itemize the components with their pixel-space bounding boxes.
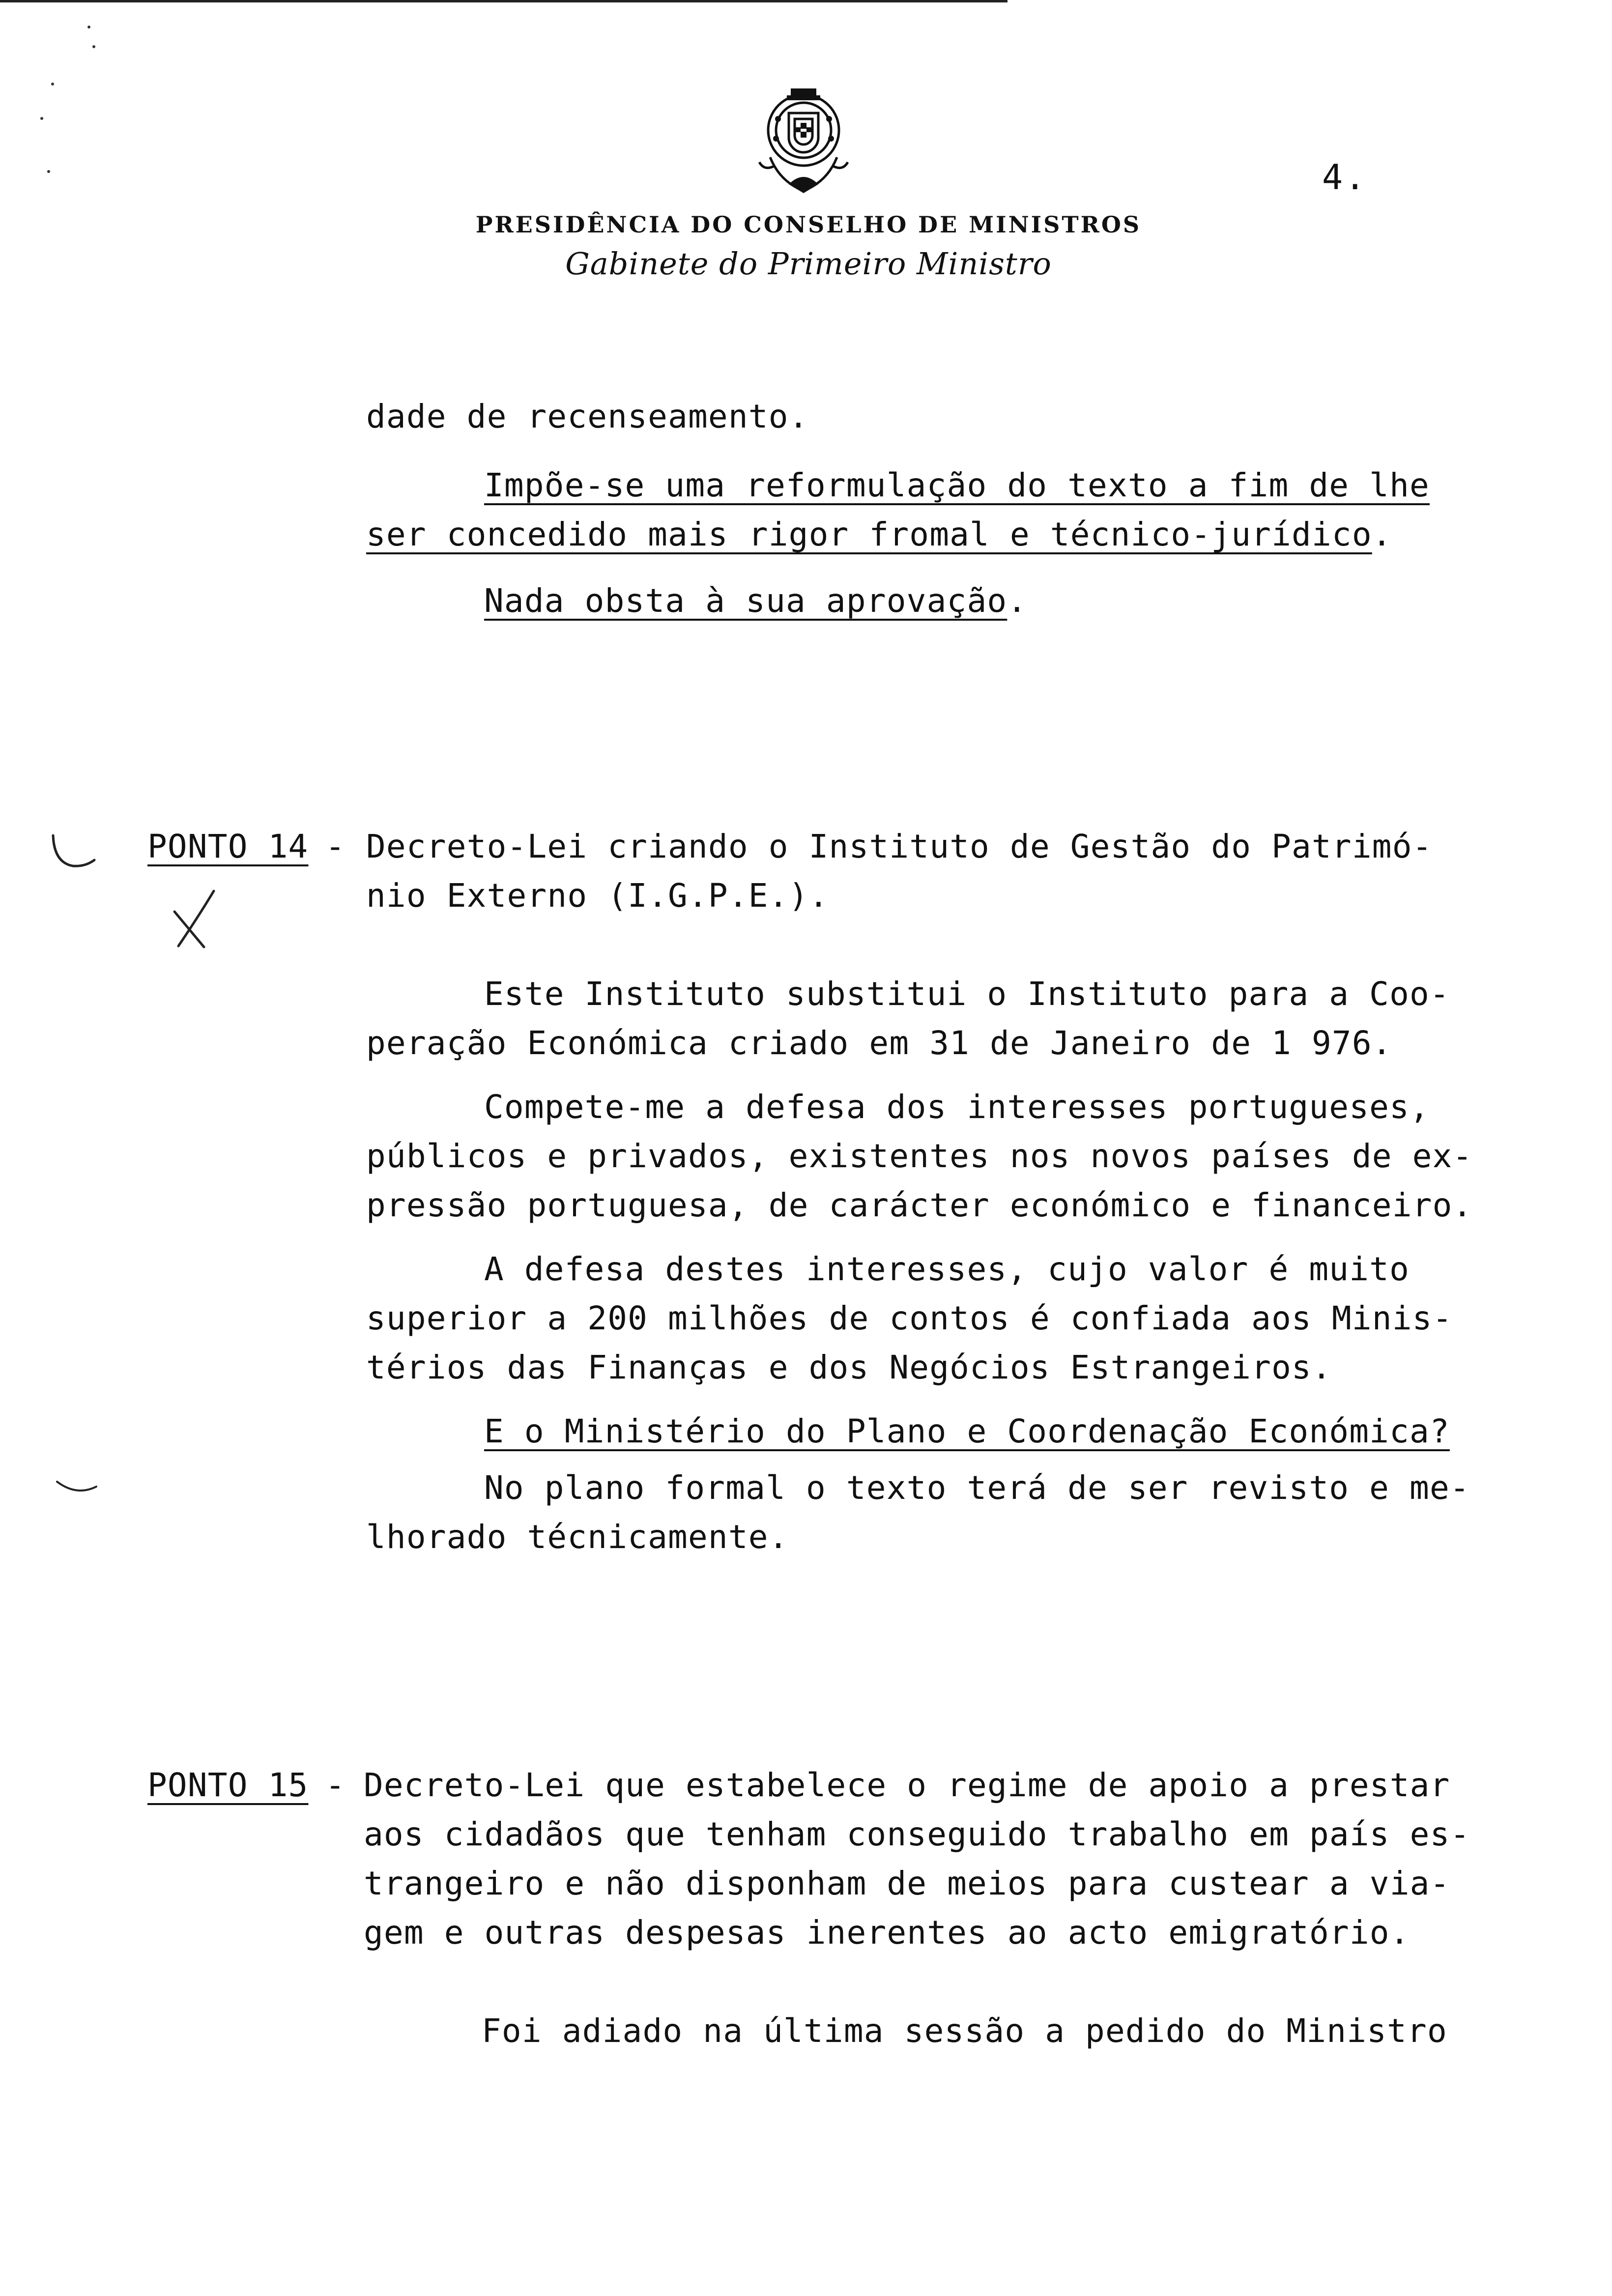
scan-top-edge <box>0 0 1008 2</box>
underlined-note-line: Impõe-se uma reformulação do texto a fim de lhe <box>484 466 1430 504</box>
item-dash: - <box>325 1766 345 1804</box>
handwritten-check-mark-icon <box>49 831 98 875</box>
scan-speck <box>40 117 43 120</box>
item-title-line: Decreto-Lei que estabelece o regime de apoio a prestar <box>364 1766 1450 1804</box>
scan-speck <box>51 83 54 86</box>
scan-speck <box>92 45 95 48</box>
portuguese-coat-of-arms-icon <box>740 84 867 201</box>
body-line: lhorado técnicamente. <box>366 1518 789 1556</box>
underlined-note-line-wrapper <box>366 518 1392 551</box>
approval-note-wrapper <box>484 582 1028 620</box>
item-title-line: Decreto-Lei criando o Instituto de Gestão do Patrimó- <box>366 828 1433 865</box>
body-line: térios das Finanças e dos Negócios Estrangeiros. <box>366 1349 1332 1386</box>
item-title-line: aos cidadãos que tenham conseguido trabalho em país es- <box>364 1815 1470 1853</box>
handwritten-bracket-mark-icon <box>54 1477 98 1496</box>
body-line: dade de recenseamento. <box>366 398 809 435</box>
scan-speck <box>47 170 50 173</box>
body-line: Compete-me a defesa dos interesses portugueses, <box>484 1088 1430 1126</box>
body-line: pressão portuguesa, de carácter económico e financeiro. <box>366 1186 1473 1224</box>
approval-note: Nada obsta à sua aprovação <box>484 582 1008 620</box>
punctuation: . <box>1372 516 1392 553</box>
item-title-line: gem e outras despesas inerentes ao acto emigratório. <box>364 1914 1410 1952</box>
body-line: públicos e privados, existentes nos novos países de ex- <box>366 1137 1473 1175</box>
handwritten-cross-mark-icon <box>170 887 224 951</box>
office-subtitle: Gabinete do Primeiro Ministro <box>565 246 1052 282</box>
item-label-ponto-15: PONTO 15 <box>147 1766 309 1804</box>
body-line: Foi adiado na última sessão a pedido do Ministro <box>482 2012 1447 2050</box>
item-label-ponto-14: PONTO 14 <box>147 828 309 865</box>
body-line: superior a 200 milhões de contos é confiada aos Minis- <box>366 1299 1453 1337</box>
underlined-question: E o Ministério do Plano e Coordenação Económica? <box>484 1412 1450 1450</box>
body-line: A defesa destes interesses, cujo valor é muito <box>484 1250 1410 1288</box>
item-title-line: nio Externo (I.G.P.E.). <box>366 877 829 915</box>
body-line: Este Instituto substitui o Instituto para a Coo- <box>484 975 1450 1013</box>
underlined-note-line: ser concedido mais rigor fromal e técnico-jurídico <box>366 516 1372 553</box>
office-title: PRESIDÊNCIA DO CONSELHO DE MINISTROS <box>475 211 1142 238</box>
page-number: 4. <box>1322 157 1368 198</box>
item-title-line: trangeiro e não disponham de meios para custear a via- <box>364 1865 1450 1902</box>
scan-speck <box>87 26 90 29</box>
item-dash: - <box>325 828 345 865</box>
body-line: No plano formal o texto terá de ser revisto e me- <box>484 1469 1470 1507</box>
punctuation: . <box>1007 582 1028 620</box>
body-line: peração Económica criado em 31 de Janeiro de 1 976. <box>366 1024 1392 1062</box>
